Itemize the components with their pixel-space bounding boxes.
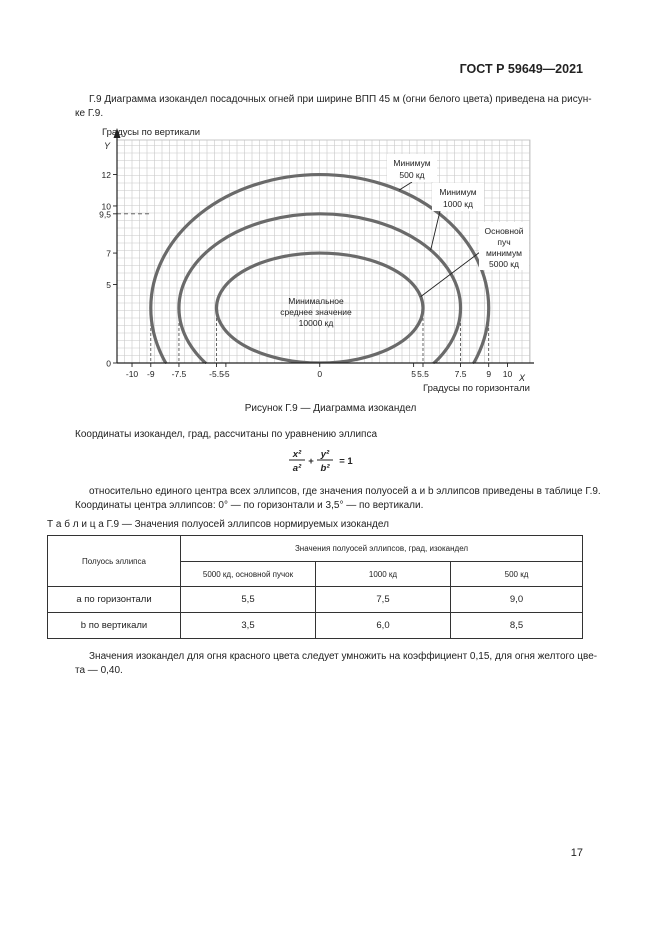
formula-x2: x² xyxy=(292,449,302,460)
label-min1000-line2: 1000 кд xyxy=(443,199,473,209)
label-main-line4: 5000 кд xyxy=(489,259,519,269)
label-main-line2: пуч xyxy=(497,237,511,247)
text-center-line-1: относительно единого центра всех эллипсов, где значения полуосей a и b эллипсов приведены в таблице Г.9. xyxy=(89,486,601,497)
label-main-line3: минимум xyxy=(486,248,522,258)
label-min500-line2: 500 кд xyxy=(399,170,425,180)
table-cell: 5,5 xyxy=(181,587,316,613)
label-main-line1: Основной xyxy=(484,226,524,236)
y-tick-label: 5 xyxy=(106,279,111,290)
y-tick-label: 0 xyxy=(106,358,111,369)
note-line-1: Значения изокандел для огня красного цвета следует умножить на коэффициент 0,15, для огня желтого цве- xyxy=(89,651,598,662)
label-min1000-line1: Минимум xyxy=(439,187,477,197)
figure-caption: Рисунок Г.9 — Диаграмма изокандел xyxy=(244,403,417,414)
text-center-line-2: Координаты центра эллипсов: 0° — по горизонтали и 3,5° — по вертикали. xyxy=(75,499,424,511)
table-cell: 8,5 xyxy=(451,613,583,639)
label-center-line1: Минимальное xyxy=(288,296,344,306)
x-tick-label: 5.5 xyxy=(417,369,429,379)
x-tick-label: -5 xyxy=(222,369,230,379)
text-equation-intro: Координаты изокандел, град, рассчитаны по уравнению эллипса xyxy=(75,429,378,440)
table-row xyxy=(48,587,583,613)
formula-equals-one: = 1 xyxy=(339,456,353,467)
x-tick-label: 0 xyxy=(317,369,323,379)
document-header: ГОСТ Р 59649—2021 xyxy=(459,62,583,76)
table-cell: 9,0 xyxy=(451,587,583,613)
note-line-2: та — 0,40. xyxy=(75,664,123,676)
intro-line-2: ке Г.9. xyxy=(75,107,104,119)
formula-b2: b² xyxy=(320,463,330,474)
formula-y2: y² xyxy=(320,449,330,460)
isocandela-diagram xyxy=(0,0,661,400)
label-min500-line1: Минимум xyxy=(393,158,431,168)
x-tick-label: 9 xyxy=(486,369,492,379)
x-tick-label: 10 xyxy=(502,369,513,379)
x-axis-title: Градусы по горизонтали xyxy=(423,383,530,394)
table-row-a-label: a по горизонтали xyxy=(48,587,181,613)
semi-axis-table xyxy=(47,535,583,639)
x-tick-label: -9 xyxy=(147,369,155,379)
ellipse-formula xyxy=(287,446,357,476)
reference-dashed-lines xyxy=(117,214,489,364)
pointer-main5000 xyxy=(421,252,480,297)
table-group-header: Значения полуосей эллипсов, град, изокандел xyxy=(181,536,583,562)
intro-line-1: Г.9 Диаграмма изокандел посадочных огней при ширине ВПП 45 м (огни белого цвета) приведена на рисун- xyxy=(89,94,592,105)
label-center-line2: среднее значение xyxy=(280,307,352,317)
y-tick-label: 10 xyxy=(101,201,111,212)
table-title: Т а б л и ц а Г.9 — Значения полуосей эллипсов нормируемых изокандел xyxy=(47,519,389,530)
x-tick-label: 5 xyxy=(411,369,416,379)
x-tick-label: -10 xyxy=(125,369,139,379)
x-tick-label: -5.5 xyxy=(209,369,224,379)
text-center-coords xyxy=(75,485,601,512)
y-axis-letter: Y xyxy=(104,141,111,151)
table-cell: 7,5 xyxy=(316,587,451,613)
table-col-5000: 5000 кд, основной пучок xyxy=(181,562,316,587)
x-tick-label: -7.5 xyxy=(171,369,187,379)
formula-plus: + xyxy=(308,456,314,467)
note-paragraph xyxy=(75,650,597,677)
table-cell: 3,5 xyxy=(181,613,316,639)
page-number: 17 xyxy=(570,847,583,859)
table-col-500: 500 кд xyxy=(451,562,583,587)
y-axis-title: Градусы по вертикали xyxy=(102,127,201,138)
y-tick-label: 9,5 xyxy=(99,209,111,220)
x-tick-label: 7.5 xyxy=(454,369,467,379)
label-center-line3: 10000 кд xyxy=(298,318,334,328)
formula-a2: a² xyxy=(292,463,302,474)
table-col0-header: Полуось эллипса xyxy=(48,536,181,587)
y-tick-label: 12 xyxy=(101,170,111,181)
table-col-1000: 1000 кд xyxy=(316,562,451,587)
table-row xyxy=(48,613,583,639)
x-axis-letter: X xyxy=(519,373,526,383)
table-cell: 6,0 xyxy=(316,613,451,639)
y-tick-label: 7 xyxy=(106,248,111,259)
table-row-b-label: b по вертикали xyxy=(48,613,181,639)
